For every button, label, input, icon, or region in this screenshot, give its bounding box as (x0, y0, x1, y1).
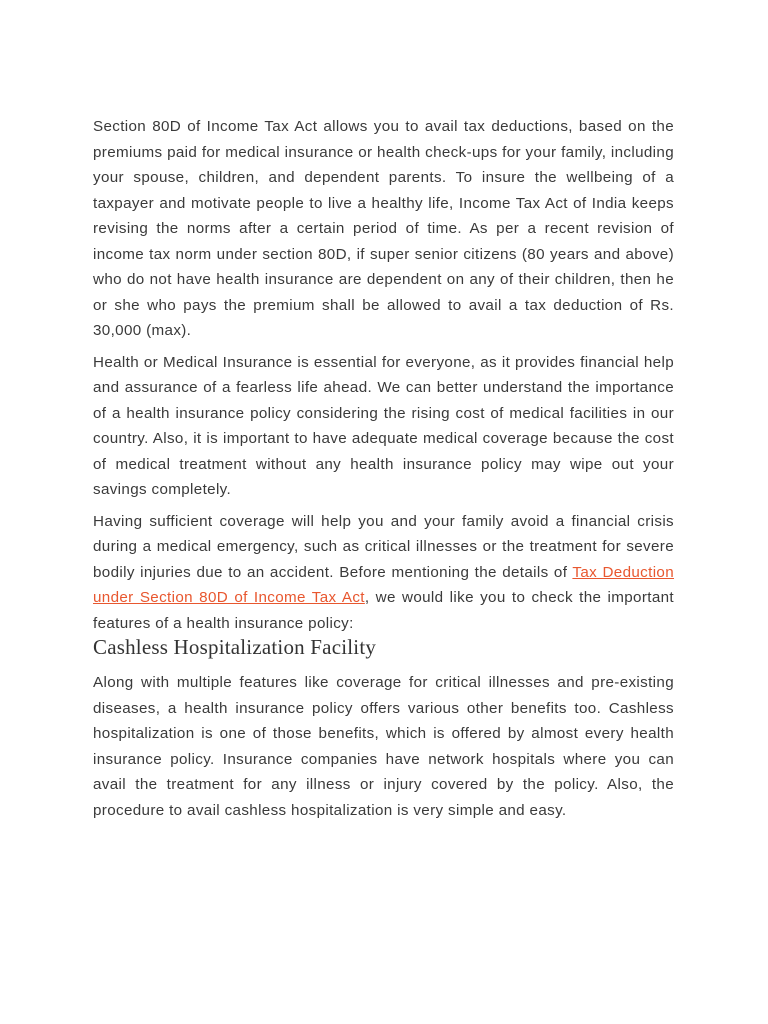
heading-cashless-hospitalization: Cashless Hospitalization Facility (93, 635, 377, 659)
paragraph-text-after-link: , we would like you to check the important features of a health insurance policy: (93, 589, 674, 632)
tax-deduction-80d-link[interactable]: Tax Deduction under Section 80D of Income Tax Act (93, 563, 675, 606)
paragraph-cashless-hospitalization: Along with multiple features like coverage for critical illnesses and pre-existing diseases, a health insurance policy offers various other benefits too. Cashless hospitalization is one of those benefits, which is offered by almost every health insurance policy. Insurance companies have network hospitals where you can avail the treatment for any illness or injury covered by the policy. Also, the procedure to avail cashless hospitalization is very simple and easy. (93, 674, 674, 819)
paragraph-text-before-link: Having sufficient coverage will help you and your family avoid a financial crisis during a medical emergency, such as critical illnesses or the treatment for severe bodily injuries due to an accident. Before mentioning the details of (93, 512, 674, 581)
paragraph-health-insurance-importance: Health or Medical Insurance is essential for everyone, as it provides financial help and assurance of a fearless life ahead. We can better understand the importance of a health insurance policy considering the rising cost of medical facilities in our country. Also, it is important to have adequate medical coverage because the cost of medical treatment without any health insurance policy may wipe out your savings completely. (93, 353, 674, 498)
paragraph-section-80d-intro: Section 80D of Income Tax Act allows you to avail tax deductions, based on the premiums paid for medical insurance or health check-ups for your family, including your spouse, children, and dependent parents. To insure the wellbeing of a taxpayer and motivate people to live a healthy life, Income Tax Act of India keeps revising the norms after a certain period of time. As per a recent revision of income tax norm under section 80D, if super senior citizens (80 years and above) who do not have health insurance are dependent on any of their children, then he or she who pays the premium shall be allowed to avail a tax deduction of Rs. 30,000 (max). (93, 118, 674, 339)
paragraph-sufficient-coverage (93, 509, 674, 637)
document-body (93, 114, 674, 829)
